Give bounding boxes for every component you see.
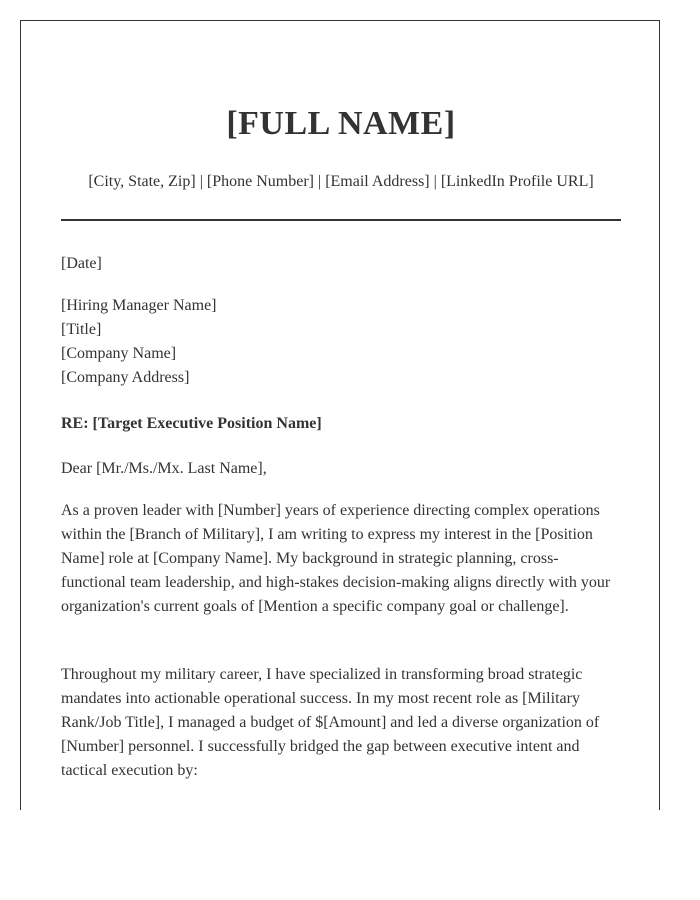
- subject-line: RE: [Target Executive Position Name]: [61, 415, 322, 432]
- letter-date: [Date]: [61, 255, 102, 272]
- header-divider: [61, 219, 621, 221]
- contact-line: [City, State, Zip] | [Phone Number] | [Email Address] | [LinkedIn Profile URL]: [88, 173, 594, 190]
- recipient-address-block: [61, 294, 217, 390]
- letter-page: [20, 20, 660, 810]
- recipient-title: [Title]: [61, 321, 102, 338]
- recipient-company-name: [Company Name]: [61, 345, 177, 362]
- recipient-hiring-manager: [Hiring Manager Name]: [61, 297, 217, 314]
- salutation: Dear [Mr./Ms./Mx. Last Name],: [61, 460, 267, 477]
- body-paragraph-2: Throughout my military career, I have specialized in transforming broad strategic mandates into actionable operational success. In my most recent role as [Military Rank/Job Title], I managed a budget of $[Amount] and led a diverse organization of [Number] personnel. I successfully bridged the gap between executive intent and tactical execution by:: [61, 666, 600, 779]
- recipient-company-address: [Company Address]: [61, 369, 190, 386]
- body-paragraph-1: As a proven leader with [Number] years of experience directing complex operations within the [Branch of Military], I am writing to express my interest in the [Position Name] role at [Company Name]. My background in strategic planning, cross-functional team leadership, and high-stakes decision-making aligns directly with your organization's current goals of [Mention a specific company goal or challenge].: [61, 502, 611, 615]
- full-name-heading: [FULL NAME]: [226, 105, 456, 142]
